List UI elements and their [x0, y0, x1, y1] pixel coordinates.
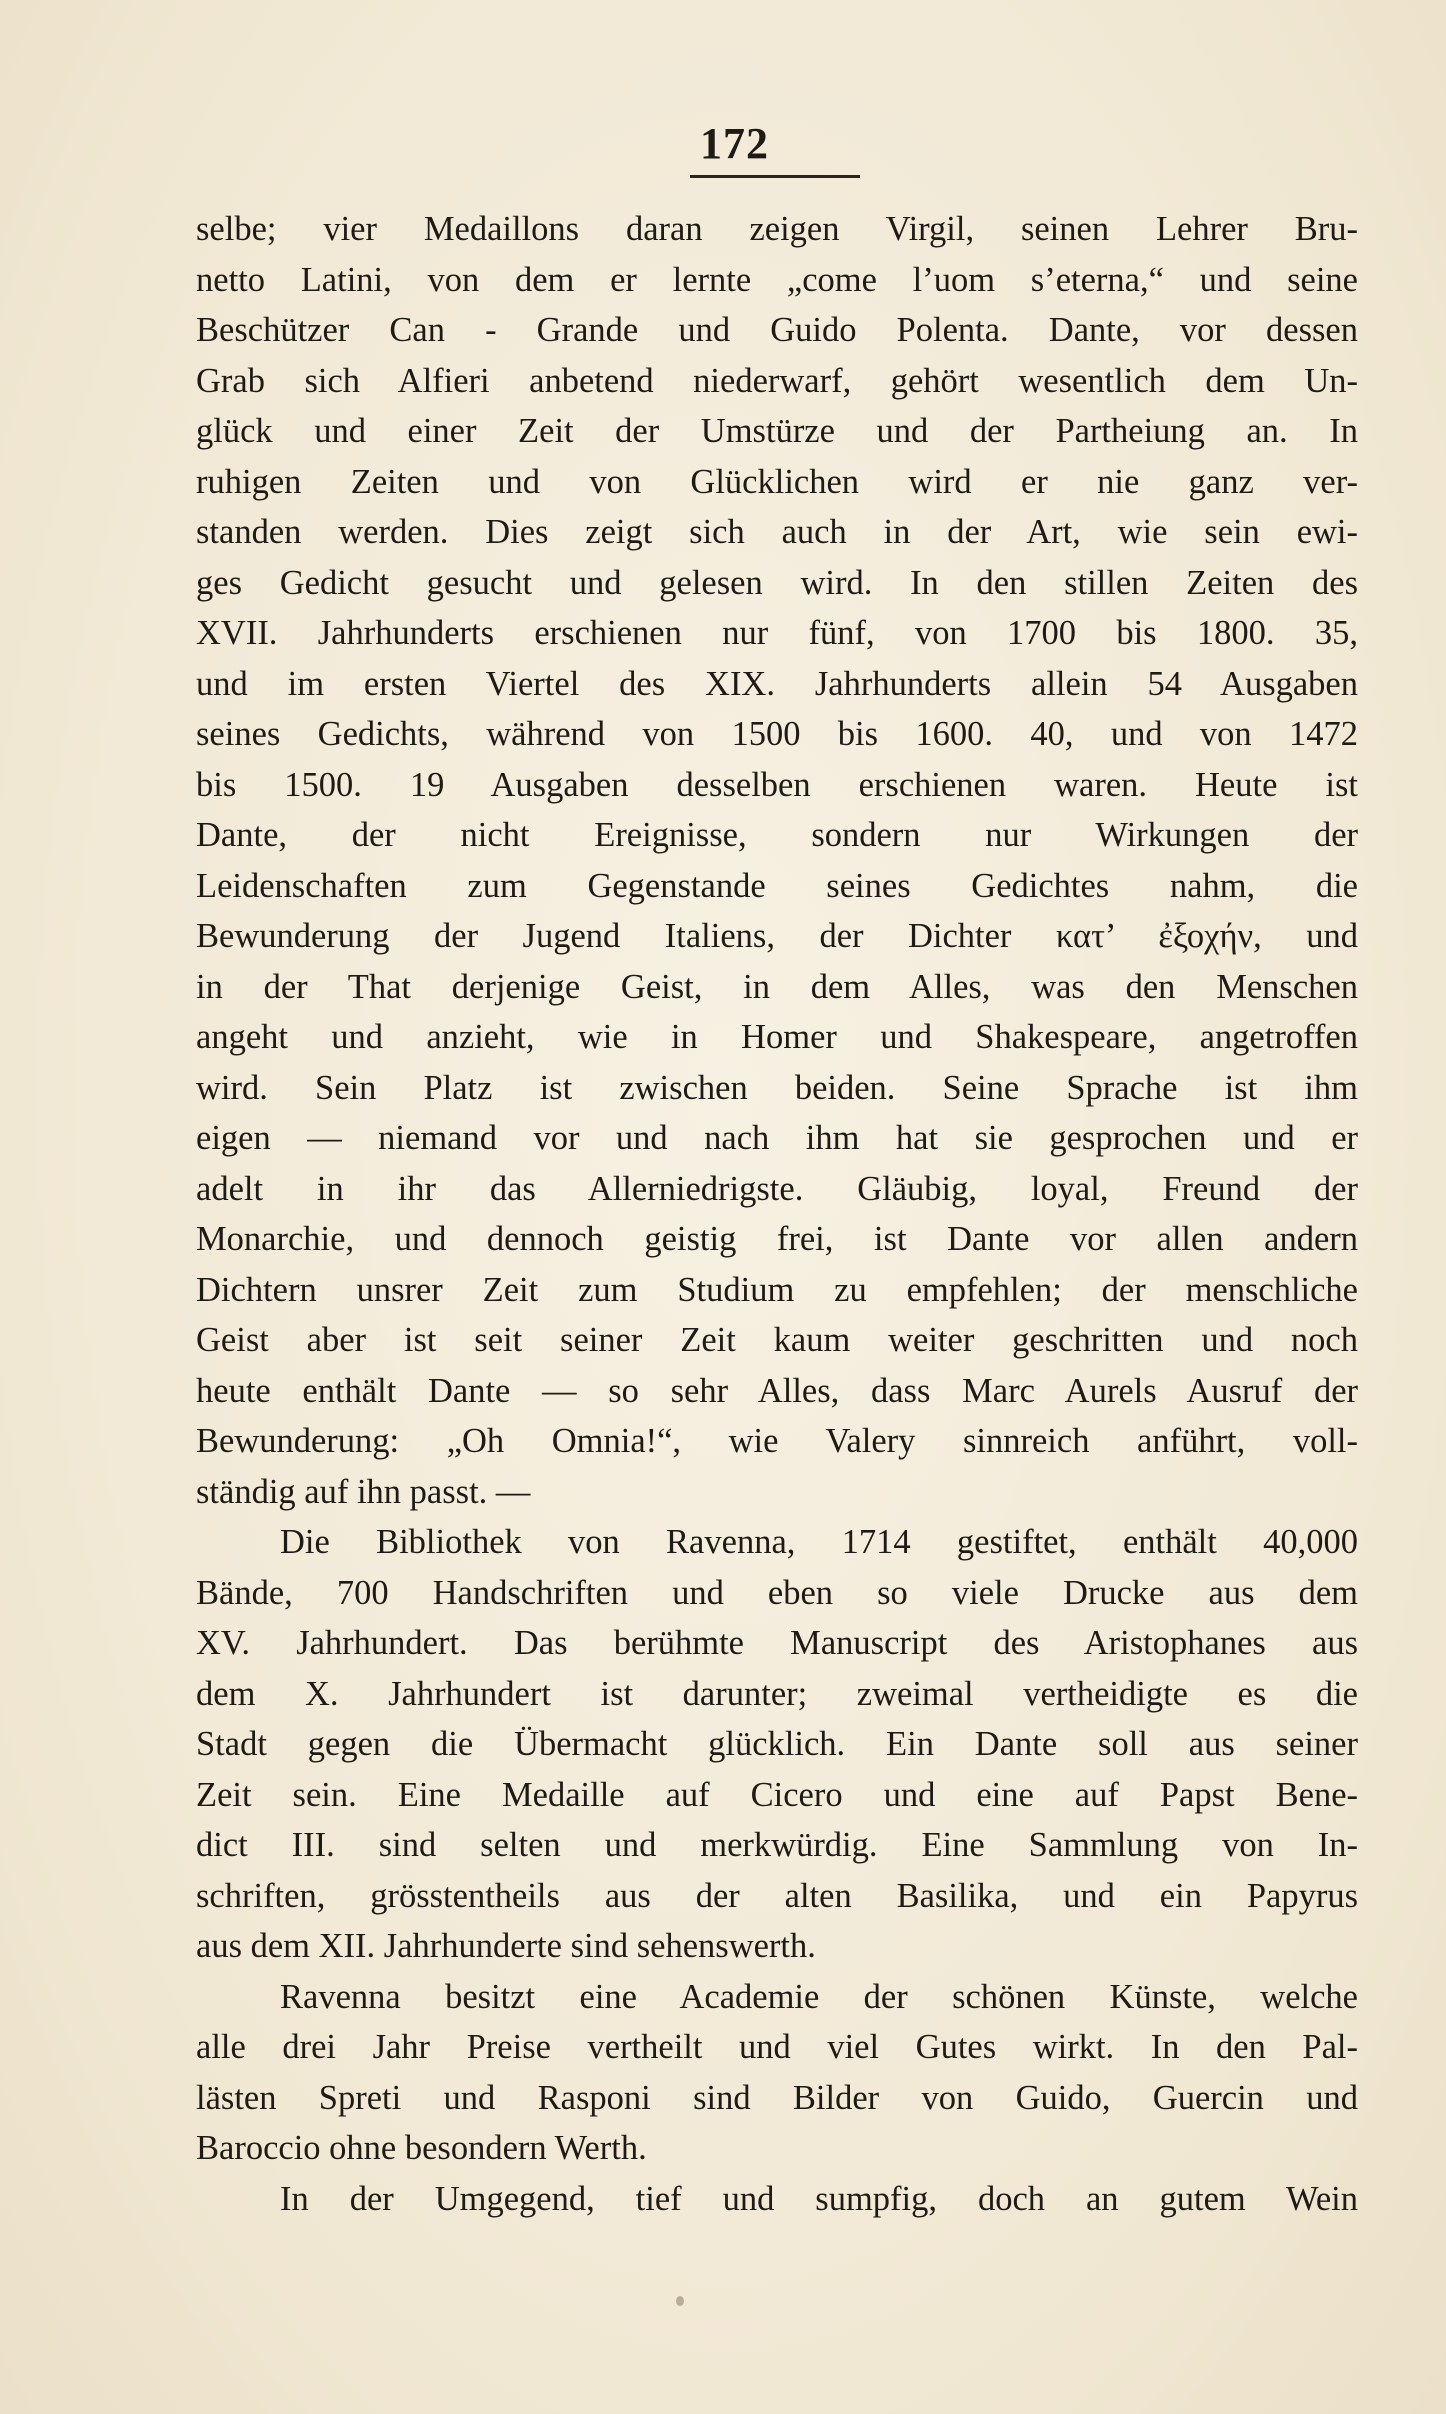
text-line: Bände, 700 Handschriften und eben so viele Drucke aus dem: [196, 1573, 1358, 1612]
paragraph-end-line: Baroccio ohne besondern Werth.: [196, 2129, 647, 2167]
text-line: XVII. Jahrhunderts erschienen nur fünf, von 1700 bis 1800. 35,: [196, 614, 1358, 652]
text-line: Grab sich Alfieri anbetend niederwarf, gehört wesentlich dem Un-: [196, 361, 1358, 400]
paragraph-end-line: aus dem XII. Jahrhunderte sind sehenswerth.: [196, 1927, 816, 1965]
text-line: glück und einer Zeit der Umstürze und der Partheiung an. In: [196, 412, 1358, 450]
text-line: heute enthält Dante — so sehr Alles, dass Marc Aurels Ausruf der: [196, 1371, 1358, 1410]
text-line: XV. Jahrhundert. Das berühmte Manuscript des Aristophanes aus: [196, 1624, 1358, 1662]
text-line: Monarchie, und dennoch geistig frei, ist Dante vor allen andern: [196, 1220, 1358, 1258]
text-line: lästen Spreti und Rasponi sind Bilder von Guido, Guercin und: [196, 2078, 1358, 2117]
text-line: netto Latini, von dem er lernte „come l’uom s’eterna,“ und seine: [196, 260, 1358, 299]
page-number: 172: [700, 119, 769, 168]
text-line: alle drei Jahr Preise vertheilt und viel Gutes wirkt. In den Pal-: [196, 2028, 1358, 2066]
text-line: standen werden. Dies zeigt sich auch in der Art, wie sein ewi-: [196, 513, 1358, 551]
text-line: Bewunderung der Jugend Italiens, der Dichter κατ’ ἐξοχήν, und: [196, 917, 1358, 955]
text-line: Dante, der nicht Ereignisse, sondern nur Wirkungen der: [196, 816, 1358, 854]
text-line: dem X. Jahrhundert ist darunter; zweimal vertheidigte es die: [196, 1674, 1358, 1713]
text-line: Geist aber ist seit seiner Zeit kaum weiter geschritten und noch: [196, 1321, 1358, 1359]
text-line: Bewunderung: „Oh Omnia!“, wie Valery sinnreich anführt, voll-: [196, 1422, 1358, 1460]
text-line: dict III. sind selten und merkwürdig. Eine Sammlung von In-: [196, 1826, 1358, 1864]
paper-spot: [676, 2296, 684, 2306]
text-line: Leidenschaften zum Gegenstande seines Gedichtes nahm, die: [196, 866, 1358, 905]
text-line: selbe; vier Medaillons daran zeigen Virgil, seinen Lehrer Bru-: [196, 210, 1358, 248]
text-line: Zeit sein. Eine Medaille auf Cicero und eine auf Papst Bene-: [196, 1775, 1358, 1814]
page-number-rule: [690, 175, 860, 178]
text-line: Stadt gegen die Übermacht glücklich. Ein Dante soll aus seiner: [196, 1725, 1358, 1763]
text-line: seines Gedichts, während von 1500 bis 1600. 40, und von 1472: [196, 715, 1358, 753]
text-line: und im ersten Viertel des XIX. Jahrhunderts allein 54 Ausgaben: [196, 664, 1358, 703]
text-line: in der That derjenige Geist, in dem Alles, was den Menschen: [196, 967, 1358, 1006]
text-line: ruhigen Zeiten und von Glücklichen wird er nie ganz ver-: [196, 462, 1358, 501]
paragraph-end-line: ständig auf ihn passt. —: [196, 1472, 531, 1511]
text-line: Dichtern unsrer Zeit zum Studium zu empfehlen; der menschliche: [196, 1270, 1358, 1309]
text-line: bis 1500. 19 Ausgaben desselben erschienen waren. Heute ist: [196, 765, 1358, 804]
text-line: ges Gedicht gesucht und gelesen wird. In den stillen Zeiten des: [196, 563, 1358, 602]
paragraph-start-line: Ravenna besitzt eine Academie der schönen Künste, welche: [280, 1977, 1358, 2016]
text-line: adelt in ihr das Allerniedrigste. Gläubig, loyal, Freund der: [196, 1169, 1358, 1208]
text-line: Beschützer Can - Grande und Guido Polenta. Dante, vor dessen: [196, 311, 1358, 349]
text-line: eigen — niemand vor und nach ihm hat sie gesprochen und er: [196, 1119, 1358, 1157]
paragraph-start-line: In der Umgegend, tief und sumpfig, doch an gutem Wein: [280, 2179, 1358, 2218]
text-line: schriften, grösstentheils aus der alten Basilika, und ein Papyrus: [196, 1876, 1358, 1915]
paragraph-start-line: Die Bibliothek von Ravenna, 1714 gestiftet, enthält 40,000: [280, 1523, 1358, 1561]
text-line: angeht und anzieht, wie in Homer und Shakespeare, angetroffen: [196, 1018, 1358, 1056]
text-line: wird. Sein Platz ist zwischen beiden. Seine Sprache ist ihm: [196, 1068, 1358, 1107]
body-text: [196, 204, 1358, 2224]
